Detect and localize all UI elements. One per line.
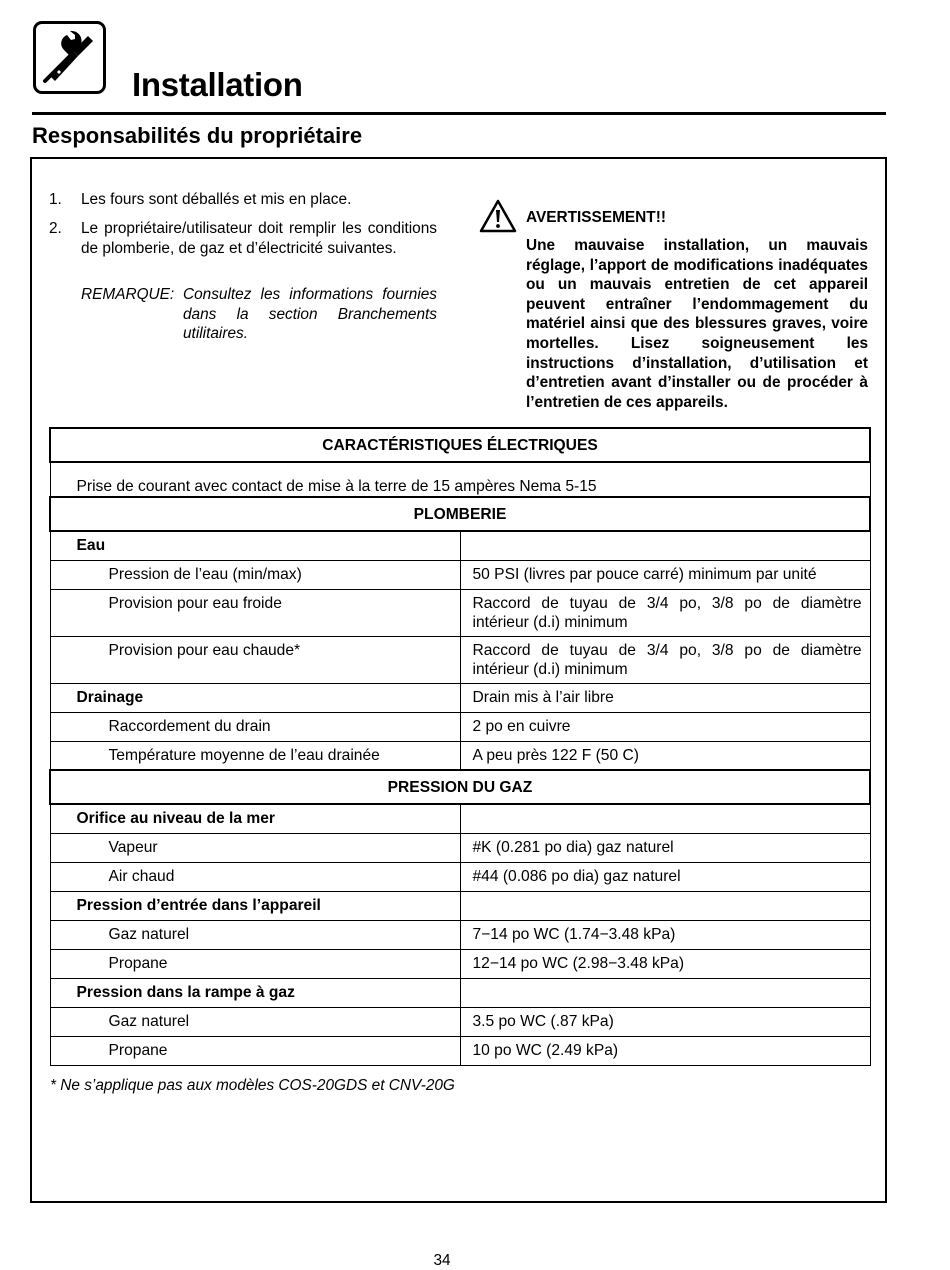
row-value	[460, 804, 870, 833]
row-label: Air chaud	[50, 862, 460, 891]
warning-title: AVERTISSEMENT!!	[526, 209, 666, 226]
row-value: Raccord de tuyau de 3/4 po, 3/8 po de diamètre intérieur (d.i) minimum	[460, 636, 870, 683]
row-label: Propane	[50, 949, 460, 978]
table-row	[50, 949, 870, 978]
row-label: Vapeur	[50, 833, 460, 862]
row-label: Eau	[50, 531, 460, 560]
row-label: Drainage	[50, 683, 460, 712]
row-label: Raccordement du drain	[50, 712, 460, 741]
warning-text: Une mauvaise installation, un mauvais réglage, l’apport de modifications inadéquates ou un mauvais entretien de cet appareil peuvent entraîner l’endommagement du matériel ainsi que des blessures graves, voire mortelles. Lisez soigneusement les instructions d’installation, d’utilisation et d’entretien avant d’installer ou de procéder à l’entretien de ces appareils.	[526, 237, 868, 411]
table-row	[50, 589, 870, 636]
table-section-header	[50, 770, 870, 804]
row-label: Gaz naturel	[50, 920, 460, 949]
warning-triangle-icon	[479, 199, 517, 233]
remark-text: Consultez les informations fournies dans la section Branchements utilitaires.	[183, 286, 437, 342]
table-row	[50, 531, 870, 560]
row-value: #44 (0.086 po dia) gaz naturel	[460, 862, 870, 891]
row-value	[460, 978, 870, 1007]
table-row	[50, 833, 870, 862]
table-row	[50, 741, 870, 770]
section-title: Responsabilités du propriétaire	[32, 123, 363, 148]
row-value: A peu près 122 F (50 C)	[460, 741, 870, 770]
table-row	[50, 1036, 870, 1065]
row-label: Provision pour eau froide	[50, 589, 460, 636]
page-title: Installation	[132, 66, 303, 103]
table-row	[50, 920, 870, 949]
row-value: 12−14 po WC (2.98−3.48 kPa)	[460, 949, 870, 978]
row-label: Pression d’entrée dans l’appareil	[50, 891, 460, 920]
list-number: 1.	[49, 191, 62, 208]
table-row	[50, 636, 870, 683]
table-section-header	[50, 497, 870, 531]
row-value: 2 po en cuivre	[460, 712, 870, 741]
page-number: 34	[433, 1252, 451, 1269]
tools-icon	[33, 21, 106, 94]
row-value: 10 po WC (2.49 kPa)	[460, 1036, 870, 1065]
row-label: Température moyenne de l’eau drainée	[50, 741, 460, 770]
spec-table	[49, 427, 871, 1066]
table-row	[50, 804, 870, 833]
row-value	[460, 891, 870, 920]
row-value: Raccord de tuyau de 3/4 po, 3/8 po de diamètre intérieur (d.i) minimum	[460, 589, 870, 636]
footnote: * Ne s’applique pas aux modèles COS-20GDS et CNV-20G	[50, 1077, 455, 1094]
table-section-header	[50, 428, 870, 462]
row-value: Drain mis à l’air libre	[460, 683, 870, 712]
row-label: Gaz naturel	[50, 1007, 460, 1036]
row-label: Pression dans la rampe à gaz	[50, 978, 460, 1007]
electrical-header: CARACTÉRISTIQUES ÉLECTRIQUES	[50, 428, 870, 462]
row-value: 50 PSI (livres par pouce carré) minimum par unité	[460, 560, 870, 589]
plumbing-header: PLOMBERIE	[50, 497, 870, 531]
row-label: Provision pour eau chaude*	[50, 636, 460, 683]
table-row	[50, 891, 870, 920]
table-row	[50, 712, 870, 741]
row-value: 3.5 po WC (.87 kPa)	[460, 1007, 870, 1036]
list-text: Le propriétaire/utilisateur doit remplir les conditions de plomberie, de gaz et d’électricité suivantes.	[81, 220, 437, 257]
row-label: Pression de l’eau (min/max)	[50, 560, 460, 589]
table-row	[50, 862, 870, 891]
row-value	[460, 531, 870, 560]
remark-label: REMARQUE:	[81, 286, 175, 303]
table-row	[50, 560, 870, 589]
list-number: 2.	[49, 220, 62, 237]
gas-header: PRESSION DU GAZ	[50, 770, 870, 804]
row-label: Orifice au niveau de la mer	[50, 804, 460, 833]
table-row	[50, 978, 870, 1007]
table-row	[50, 683, 870, 712]
electrical-text: Prise de courant avec contact de mise à la terre de 15 ampères Nema 5-15	[50, 462, 870, 497]
table-row	[50, 1007, 870, 1036]
title-divider	[32, 112, 886, 115]
table-row	[50, 462, 870, 497]
list-text: Les fours sont déballés et mis en place.	[81, 191, 352, 208]
row-value: #K (0.281 po dia) gaz naturel	[460, 833, 870, 862]
row-label: Propane	[50, 1036, 460, 1065]
row-value: 7−14 po WC (1.74−3.48 kPa)	[460, 920, 870, 949]
